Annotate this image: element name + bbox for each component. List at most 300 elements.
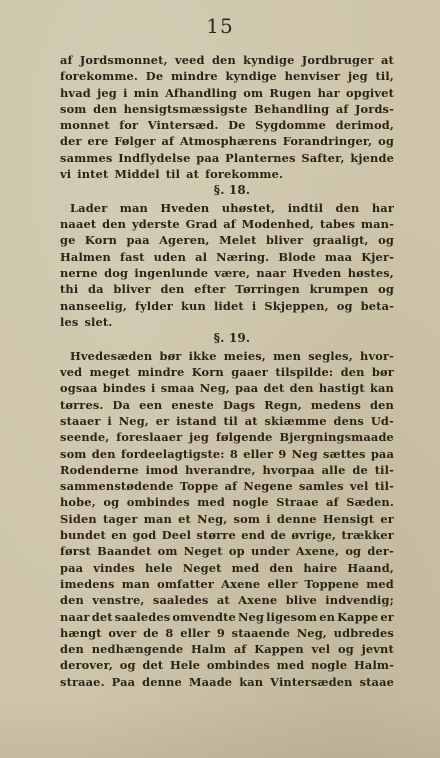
word: af xyxy=(223,217,236,232)
word: al xyxy=(195,249,208,264)
word: af xyxy=(335,101,349,116)
text-line xyxy=(60,446,394,462)
word: dens xyxy=(333,413,364,428)
word: Axene, xyxy=(295,544,340,559)
word: 9 xyxy=(216,625,225,640)
word: tilspilde: xyxy=(275,365,334,380)
word: venstre, xyxy=(92,593,145,608)
page-number: 15 xyxy=(206,14,234,38)
word: Middel xyxy=(114,167,160,182)
word: indvendig; xyxy=(325,593,394,608)
word: medens xyxy=(310,397,361,412)
text-line xyxy=(60,200,394,216)
word: alle xyxy=(321,462,346,477)
word: som xyxy=(233,511,261,526)
word: uhøstet, xyxy=(221,200,276,215)
text-line xyxy=(60,150,394,166)
word: haire xyxy=(303,560,338,575)
word: har xyxy=(371,200,394,215)
word: Axene xyxy=(238,593,278,608)
word: seende, xyxy=(60,430,110,445)
word: af xyxy=(326,495,339,510)
word: Bjergningsmaade xyxy=(279,430,394,445)
word: af xyxy=(233,642,247,657)
word: henviser xyxy=(284,69,341,84)
word: Rugen xyxy=(269,85,312,100)
word: lidet xyxy=(213,298,244,313)
text-line xyxy=(60,413,394,429)
word: fordeelagtigste: xyxy=(120,446,225,461)
word: god xyxy=(132,528,157,543)
word: jeg xyxy=(347,69,368,84)
word: Straae xyxy=(276,495,319,510)
word: segles, xyxy=(308,348,353,363)
word: Korn xyxy=(84,233,118,248)
word: et xyxy=(178,511,191,526)
word: øvrige, xyxy=(291,528,337,543)
word: vindes xyxy=(93,560,135,575)
word: thi xyxy=(60,282,79,297)
word: slet. xyxy=(84,314,113,329)
word: over xyxy=(108,625,137,640)
word: Halmen xyxy=(60,249,111,264)
text-line xyxy=(60,478,394,494)
text-line xyxy=(60,265,394,281)
word: ogsaa xyxy=(60,381,98,396)
word: Afhandling xyxy=(165,85,237,100)
word: eller xyxy=(243,446,274,461)
word: veed xyxy=(174,53,205,67)
word: Vintersæd. xyxy=(147,118,219,133)
word: ligesom xyxy=(266,609,318,624)
word: les xyxy=(60,314,79,329)
text-line xyxy=(60,527,394,543)
word: derimod, xyxy=(335,118,394,133)
word: min xyxy=(133,85,159,100)
text-line xyxy=(60,576,394,592)
word: vel xyxy=(349,479,369,494)
word: Kjer- xyxy=(361,249,394,264)
word: hele xyxy=(144,560,173,575)
word: med xyxy=(366,576,394,591)
word: Siden xyxy=(60,511,97,526)
text-line xyxy=(60,117,394,133)
word: det xyxy=(142,658,164,673)
word: omvendte xyxy=(172,609,236,624)
word: Neget xyxy=(183,544,223,559)
word: sættes xyxy=(322,446,366,461)
word: og xyxy=(378,282,394,297)
word: kan xyxy=(239,674,264,689)
word: Følger xyxy=(114,134,156,149)
word: de xyxy=(143,625,159,640)
word: nedhængende xyxy=(91,642,184,657)
word: Ud- xyxy=(370,413,394,428)
word: tager xyxy=(102,511,138,526)
word: først xyxy=(60,544,91,559)
word: Negene xyxy=(243,479,293,494)
word: i xyxy=(151,381,156,396)
word: Skjeppen, xyxy=(264,298,329,313)
word: af xyxy=(60,53,73,67)
word: paa xyxy=(235,381,259,396)
text-line xyxy=(60,52,394,68)
word: at xyxy=(244,413,258,428)
word: Kappe xyxy=(337,609,379,624)
word: af xyxy=(224,479,238,494)
word: men xyxy=(273,348,302,363)
word: kyndige xyxy=(225,69,277,84)
word: foreslaaer xyxy=(116,430,183,445)
text-line xyxy=(60,314,394,330)
word: Forandringer, xyxy=(282,134,373,149)
word: naar xyxy=(256,266,287,281)
text-line xyxy=(60,609,394,625)
word: ge xyxy=(60,233,76,248)
word: forekomme. xyxy=(205,167,284,182)
word: jeg xyxy=(189,430,209,445)
word: saaledes xyxy=(152,593,209,608)
word: vel xyxy=(311,642,331,657)
word: Sygdomme xyxy=(255,118,327,133)
word: der- xyxy=(367,544,394,559)
word: Toppene xyxy=(304,576,360,591)
word: i xyxy=(123,85,128,100)
text-line xyxy=(60,101,394,117)
word: monnet xyxy=(60,118,110,133)
word: een xyxy=(139,397,163,412)
word: Tørringen xyxy=(235,282,300,297)
word: 9 xyxy=(278,446,287,461)
word: Rodenderne xyxy=(60,462,139,477)
text-line xyxy=(60,298,394,314)
word: dog xyxy=(104,266,129,281)
word: tørres. xyxy=(60,397,104,412)
word: Hveden xyxy=(292,266,342,281)
word: at xyxy=(186,167,200,182)
word: Baandet xyxy=(97,544,152,559)
word: Haand, xyxy=(347,560,394,575)
text-line xyxy=(60,249,394,265)
word: ingenlunde xyxy=(134,266,209,281)
text-line xyxy=(60,232,394,248)
word: det xyxy=(263,381,285,396)
text-line xyxy=(60,592,394,608)
text-line xyxy=(60,166,394,182)
word: udbredes xyxy=(333,625,394,640)
word: Jords- xyxy=(355,101,394,116)
word: Korn xyxy=(191,365,224,380)
word: hvor- xyxy=(360,348,394,363)
word: Neg xyxy=(291,446,318,461)
word: fast xyxy=(120,249,145,264)
word: Paa xyxy=(111,674,136,689)
word: i xyxy=(266,511,271,526)
word: og xyxy=(336,298,353,313)
word: og xyxy=(119,658,136,673)
word: Axene xyxy=(221,576,261,591)
word: Da xyxy=(112,397,131,412)
word: om xyxy=(157,544,178,559)
word: meget xyxy=(89,365,131,380)
word: skiæmme xyxy=(264,413,327,428)
text-line xyxy=(60,364,394,380)
word: De xyxy=(145,69,164,84)
word: hvad xyxy=(60,85,91,100)
word: i xyxy=(251,298,257,313)
word: nanseelig, xyxy=(60,298,127,313)
word: som xyxy=(60,446,87,461)
word: med xyxy=(276,658,305,673)
word: intet xyxy=(77,167,109,182)
word: eller xyxy=(180,625,211,640)
word: til- xyxy=(374,479,394,494)
section-heading: §. 18. xyxy=(213,183,251,198)
word: Jordsmonnet, xyxy=(79,53,168,67)
word: med xyxy=(231,560,260,575)
word: kan xyxy=(369,381,394,396)
word: man xyxy=(119,200,148,215)
text-line xyxy=(60,85,394,101)
word: har xyxy=(317,85,340,100)
word: en xyxy=(111,528,128,543)
text-line xyxy=(60,68,394,84)
word: ere xyxy=(87,134,109,149)
word: ved xyxy=(60,365,83,380)
word: Sæden. xyxy=(346,495,394,510)
word: Vintersæden xyxy=(270,674,353,689)
word: paa xyxy=(126,233,150,248)
word: Lader xyxy=(70,200,108,215)
word: kyndige xyxy=(243,53,295,67)
word: maa xyxy=(324,249,353,264)
text-line xyxy=(60,641,394,657)
word: bør xyxy=(159,348,182,363)
word: det xyxy=(91,609,113,624)
text-line xyxy=(60,674,394,690)
word: omfatter xyxy=(157,576,214,591)
word: derover, xyxy=(60,658,114,673)
word: der xyxy=(60,134,82,149)
word: smaa xyxy=(160,381,195,396)
word: man xyxy=(121,576,150,591)
word: den xyxy=(269,560,294,575)
word: krumpen xyxy=(309,282,369,297)
word: sammenstødende xyxy=(60,479,174,494)
text-line xyxy=(60,462,394,478)
word: staae xyxy=(359,674,394,689)
word: De xyxy=(228,118,246,133)
word: bindes xyxy=(102,381,146,396)
word: trækker xyxy=(341,528,394,543)
word: Neg, xyxy=(197,511,228,526)
word: nogle xyxy=(311,658,348,673)
word: Safter, xyxy=(301,150,345,165)
text-line xyxy=(60,429,394,445)
word: Hveden xyxy=(160,200,210,215)
word: de xyxy=(270,528,286,543)
word: 8 xyxy=(165,625,174,640)
word: hobe, xyxy=(60,495,96,510)
word: nogle xyxy=(232,495,269,510)
word: naar xyxy=(60,609,90,624)
word: Deel xyxy=(161,528,192,543)
word: denne xyxy=(276,511,317,526)
word: til, xyxy=(375,69,394,84)
word: hastigt xyxy=(318,381,365,396)
word: eller xyxy=(267,576,298,591)
word: straae. xyxy=(60,674,105,689)
text-line xyxy=(60,494,394,510)
word: uden xyxy=(153,249,187,264)
word: og xyxy=(103,495,120,510)
word: staaende xyxy=(231,625,291,640)
word: til xyxy=(223,413,238,428)
word: at xyxy=(380,53,394,67)
word: kjende xyxy=(350,150,394,165)
word: yderste xyxy=(131,217,180,232)
word: forekomme. xyxy=(60,69,139,84)
word: og xyxy=(378,233,394,248)
text-line xyxy=(60,216,394,232)
word: Ageren, xyxy=(159,233,210,248)
word: jevnt xyxy=(361,642,394,657)
word: hensigtsmæssigste xyxy=(123,101,248,116)
text-line xyxy=(60,133,394,149)
word: opgivet xyxy=(345,85,394,100)
text-line xyxy=(60,657,394,673)
word: den xyxy=(370,397,394,412)
word: Halm- xyxy=(354,658,394,673)
word: mindre xyxy=(170,69,218,84)
word: mindre xyxy=(137,365,185,380)
word: og xyxy=(338,642,354,657)
word: staaer xyxy=(60,413,101,428)
word: naaet xyxy=(60,217,97,232)
word: samles xyxy=(298,479,344,494)
word: den xyxy=(335,200,360,215)
word: bliver xyxy=(265,233,304,248)
word: Blode xyxy=(278,249,316,264)
body-text xyxy=(60,52,394,690)
word: Toppe xyxy=(179,479,219,494)
word: Halm xyxy=(190,642,227,657)
word: være, xyxy=(214,266,251,281)
word: op xyxy=(228,544,245,559)
word: og xyxy=(345,544,362,559)
word: hvorpaa xyxy=(262,462,315,477)
word: paa xyxy=(370,446,394,461)
word: Regn, xyxy=(264,397,302,412)
word: Neget xyxy=(182,560,222,575)
word: beta- xyxy=(360,298,394,313)
word: saaledes xyxy=(114,609,171,624)
word: Melet xyxy=(219,233,257,248)
word: Neg, xyxy=(296,625,327,640)
text-line xyxy=(60,348,394,364)
word: graaligt, xyxy=(312,233,369,248)
word: end xyxy=(241,528,266,543)
word: følgende xyxy=(215,430,273,445)
text-line xyxy=(60,281,394,297)
text-line xyxy=(60,397,394,413)
word: den xyxy=(91,446,116,461)
word: kun xyxy=(181,298,206,313)
word: om xyxy=(243,85,264,100)
word: Neg xyxy=(237,609,265,624)
word: istand xyxy=(176,413,217,428)
word: bundet xyxy=(60,528,106,543)
word: blive xyxy=(285,593,317,608)
word: høstes, xyxy=(347,266,394,281)
section-heading: §. 19. xyxy=(213,331,251,346)
word: paa xyxy=(196,150,220,165)
word: paa xyxy=(60,560,84,575)
word: vi xyxy=(60,167,72,182)
word: eneste xyxy=(171,397,214,412)
word: Planternes xyxy=(225,150,296,165)
word: den xyxy=(211,53,236,67)
word: Neg, xyxy=(199,381,230,396)
word: den xyxy=(160,282,185,297)
word: til- xyxy=(374,462,394,477)
word: hængt xyxy=(60,625,102,640)
word: Atmosphærens xyxy=(179,134,277,149)
text-line xyxy=(60,625,394,641)
word: man- xyxy=(360,217,394,232)
word: Neg, xyxy=(118,413,149,428)
word: er xyxy=(380,609,394,624)
word: denne xyxy=(142,674,182,689)
word: efter xyxy=(194,282,226,297)
word: Maade xyxy=(188,674,233,689)
word: bør xyxy=(371,365,394,380)
word: for xyxy=(119,118,139,133)
word: jeg xyxy=(97,85,117,100)
word: ombindes xyxy=(206,658,270,673)
word: Næring. xyxy=(216,249,270,264)
word: er xyxy=(155,413,170,428)
word: til xyxy=(165,167,181,182)
word: den xyxy=(93,101,118,116)
word: større xyxy=(196,528,236,543)
word: er xyxy=(380,511,394,526)
word: gaaer xyxy=(231,365,268,380)
word: den xyxy=(340,365,365,380)
word: med xyxy=(197,495,226,510)
word: fylder xyxy=(134,298,173,313)
word: en xyxy=(319,609,336,624)
word: og xyxy=(378,134,394,149)
text-line xyxy=(60,511,394,527)
text-line xyxy=(60,560,394,576)
word: de xyxy=(352,462,368,477)
word: Hensigt xyxy=(322,511,375,526)
word: ikke xyxy=(188,348,217,363)
word: af xyxy=(161,134,175,149)
word: Dags xyxy=(222,397,256,412)
word: imedens xyxy=(60,576,115,591)
word: tabes xyxy=(320,217,356,232)
word: hverandre, xyxy=(185,462,256,477)
word: den xyxy=(60,593,84,608)
word: den xyxy=(60,642,84,657)
word: under xyxy=(251,544,290,559)
paper-shading xyxy=(0,698,440,758)
word: meies, xyxy=(223,348,266,363)
word: som xyxy=(60,101,87,116)
word: bliver xyxy=(113,282,151,297)
